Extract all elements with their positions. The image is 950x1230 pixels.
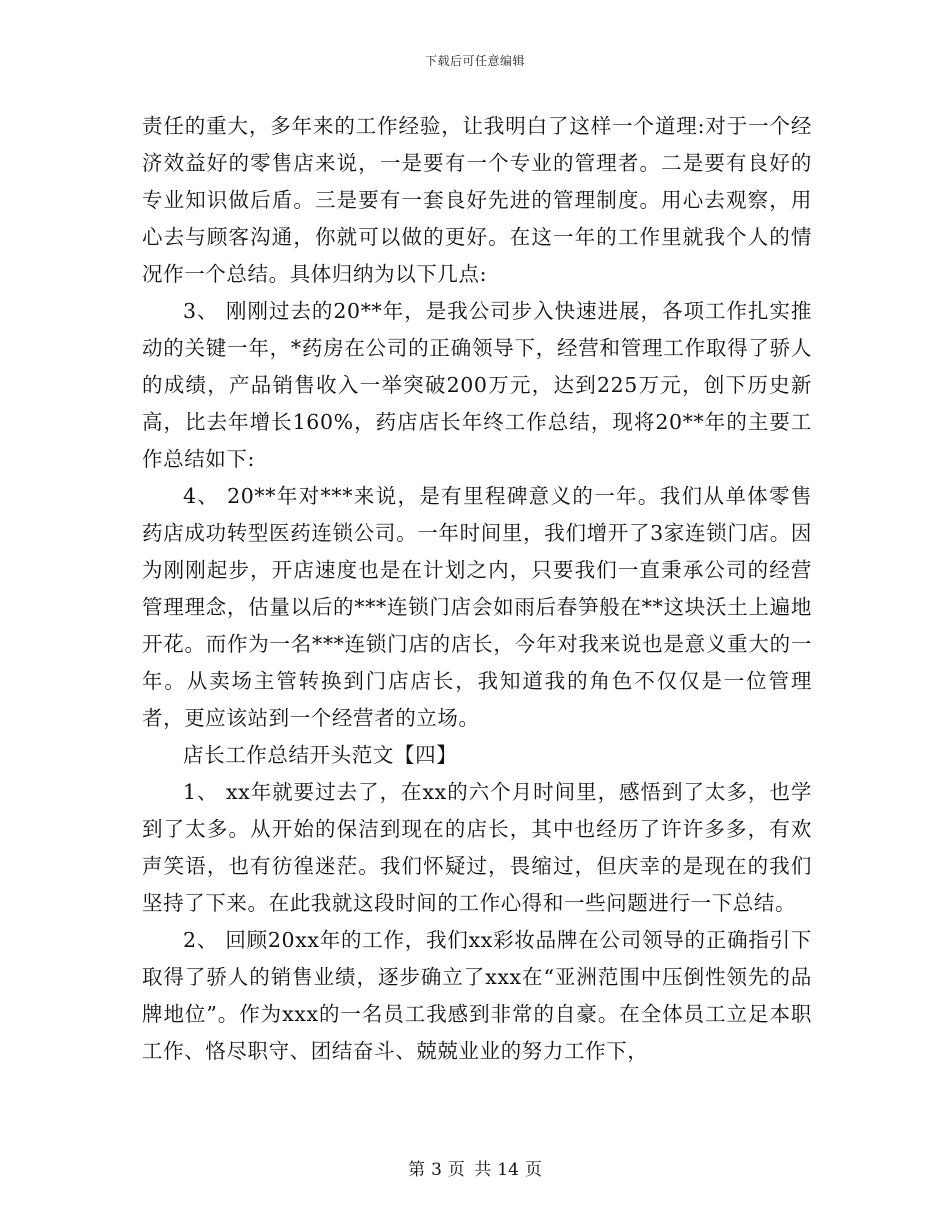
paragraph-intro: 责任的重大，多年来的工作经验，让我明白了这样一个道理:对于一个经济效益好的零售店来说，一是要有一个专业的管理者。二是要有良好的专业知识做后盾。三是要有一套良好先进的管理制度。用心去观察，用心去与顾客沟通，你就可以做的更好。在这一年的工作里就我个人的情况作一个总结。具体归纳为以下几点: (142, 114, 812, 286)
paragraph-item-4: 4、 20**年对***来说，是有里程碑意义的一年。我们从单体零售药店成功转型医药连锁公司。一年时间里，我们增开了3家连锁门店。因为刚刚起步，开店速度也是在计划之内，只要我们一直秉承公司的经营管理理念，估量以后的***连锁门店会如雨后春笋般在**这块沃土上遍地开花。而作为一名***连锁门店的店长，今年对我来说也是意义重大的一年。从卖场主管转换到门店店长，我知道我的角色不仅仅是一位管理者，更应该站到一个经营者的立场。 (142, 484, 812, 730)
total-pages-number: 14 (497, 1160, 519, 1180)
current-page-number: 3 (431, 1160, 442, 1180)
paragraph-section-item-1: 1、 xx年就要过去了，在xx的六个月时间里，感悟到了太多，也学到了太多。从开始的保洁到现在的店长，其中也经历了许许多多，有欢声笑语，也有彷徨迷茫。我们怀疑过，畏缩过，但庆幸的是现在的我们坚持了下来。在此我就这段时间的工作心得和一些问题进行一下总结。 (142, 780, 812, 915)
page-footer (0, 1155, 950, 1180)
paragraph-item-3: 3、 刚刚过去的20**年，是我公司步入快速进展，各项工作扎实推动的关键一年，*药房在公司的正确领导下，经营和管理工作取得了骄人的成绩，产品销售收入一举突破200万元，达到225万元，创下历史新高，比去年增长160%，药店店长年终工作总结，现将20**年的主要工作总结如下: (142, 299, 812, 471)
page-header: 下载后可任意编辑 (424, 54, 525, 68)
document-body (142, 108, 812, 1070)
footer-suffix: 页 (524, 1160, 542, 1180)
footer-middle: 页 共 (447, 1160, 492, 1180)
paragraph-section-item-2: 2、 回顾20xx年的工作，我们xx彩妆品牌在公司领导的正确指引下取得了骄人的销售业绩，逐步确立了xxx在“亚洲范围中压倒性领先的品牌地位”。作为xxx的一名员工我感到非常的自豪。在全体员工立足本职工作、恪尽职守、团结奋斗、兢兢业业的努力工作下， (142, 928, 812, 1063)
footer-prefix: 第 (408, 1160, 426, 1180)
section-heading: 店长工作总结开头范文【四】 (183, 743, 458, 767)
